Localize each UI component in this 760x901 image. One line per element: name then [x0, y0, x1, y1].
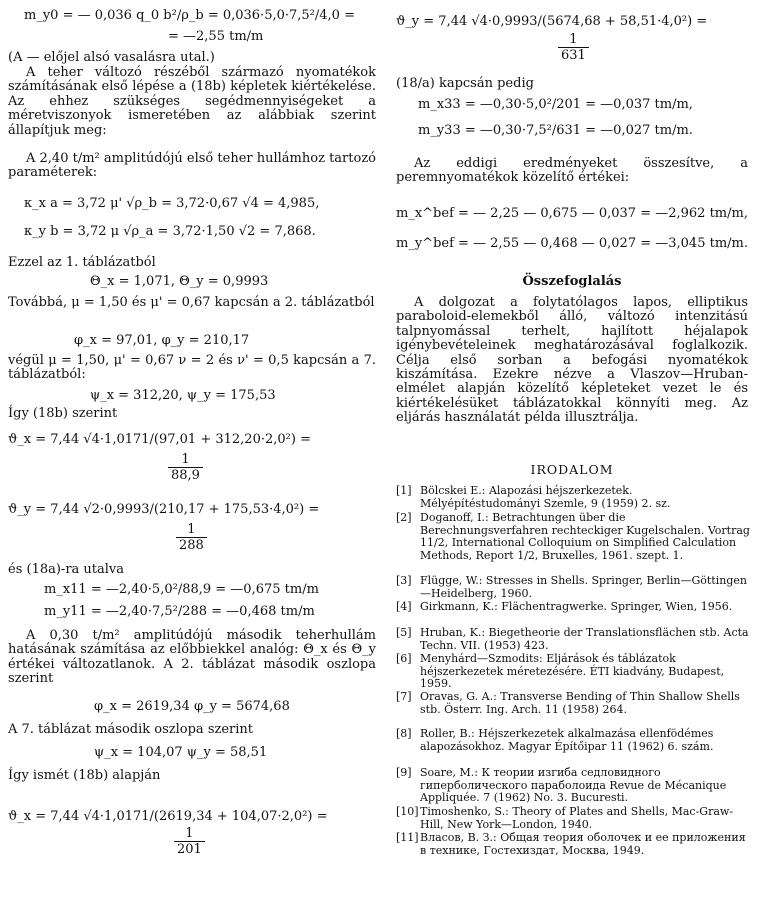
- equation-phi2: φ_x = 2619,34 φ_y = 5674,68: [94, 699, 290, 714]
- equation-kxa: κ_x a = 3,72 μ' √ρ_b = 3,72·0,67 √4 = 4,985,: [24, 196, 320, 211]
- summary-heading: Összefoglalás: [522, 274, 622, 289]
- paragraph-first-wave: A 2,40 t/m² amplitúdójú első teher hullámhoz tartozó paraméterek:: [8, 151, 376, 181]
- fraction-vy2: [558, 32, 589, 63]
- equation-vx1: ϑ_x = 7,44 √4·1,0171/(97,01 + 312,20·2,0²) =: [8, 432, 311, 447]
- fraction-vy1-numerator: 1: [176, 522, 207, 538]
- fraction-vy2-numerator: 1: [558, 32, 589, 48]
- text-table1: Ezzel az 1. táblázatból: [8, 255, 156, 270]
- note-sign: (A — előjel alsó vasalásra utal.): [8, 50, 215, 65]
- fraction-vy1: [176, 522, 207, 553]
- fraction-vx2-numerator: 1: [174, 826, 205, 842]
- text-again-18b: Így ismét (18b) alapján: [8, 768, 161, 783]
- text-table7-col2: A 7. táblázat második oszlopa szerint: [8, 722, 254, 737]
- equation-vy1: ϑ_y = 7,44 √2·0,9993/(210,17 + 175,53·4,0²) =: [8, 502, 320, 517]
- equation-my-bef: m_y^bef = — 2,55 — 0,468 — 0,027 = —3,045 tm/m.: [396, 236, 748, 251]
- equation-theta: Θ_x = 1,071, Θ_y = 0,9993: [90, 274, 269, 289]
- paragraph-second-wave: A 0,30 t/m² amplitúdójú második teherhullám hatásának számítása az előbbiekkel analóg: Θ_x és Θ_y értékei változatlanok. A 2. táblázat második oszlopa szerint: [8, 628, 376, 687]
- equation-psi: ψ_x = 312,20, ψ_y = 175,53: [90, 388, 276, 403]
- fraction-vy2-denominator: 631: [561, 48, 586, 63]
- text-18b: Így (18b) szerint: [8, 406, 118, 421]
- equation-mx11: m_x11 = —2,40·5,0²/88,9 = —0,675 tm/m: [44, 582, 319, 597]
- fraction-vx1-denominator: 88,9: [171, 468, 200, 483]
- summary-paragraph: A dolgozat a folytatólagos lapos, elliptikus paraboloid-elemekből álló, változó intenzitású talpnyomással terhelt, hajlított héjalapok igénybevételeinek meghatározásával foglalkozik. Célja első sorban a befogási nyomatékok kiszámítása. Ezekre nézve a Vlaszov—Hruban-elmélet alapján közelítő képleteket vezet le és kiértékelésüket táblázatokkal könnyíti meg. Az eljárás használatát példa illusztrálja.: [396, 295, 748, 426]
- fraction-vy1-denominator: 288: [179, 538, 204, 553]
- equation-my0-result: = —2,55 tm/m: [168, 29, 264, 44]
- text-18a: és (18a)-ra utalva: [8, 562, 125, 577]
- equation-my0: m_y0 = — 0,036 q_0 b²/ρ_b = 0,036·5,0·7,5²/4,0 =: [24, 8, 355, 23]
- fraction-vx1: [168, 452, 203, 483]
- equation-phi: φ_x = 97,01, φ_y = 210,17: [74, 333, 250, 348]
- equation-my33: m_y33 = —0,30·7,5²/631 = —0,027 tm/m.: [418, 123, 693, 138]
- fraction-vx1-numerator: 1: [168, 452, 203, 468]
- paragraph-table7: végül μ = 1,50, μ' = 0,67 ν = 2 és ν' = 0,5 kapcsán a 7. táblázatból:: [8, 353, 376, 383]
- equation-my11: m_y11 = —2,40·7,5²/288 = —0,468 tm/m: [44, 604, 315, 619]
- equation-mx-bef: m_x^bef = — 2,25 — 0,675 — 0,037 = —2,962 tm/m,: [396, 206, 748, 221]
- paragraph-table2: Továbbá, μ = 1,50 és μ' = 0,67 kapcsán a 2. táblázatból: [8, 295, 375, 310]
- equation-psi2: ψ_x = 104,07 ψ_y = 58,51: [94, 745, 268, 760]
- references-heading: IRODALOM: [530, 462, 614, 477]
- equation-vy2: ϑ_y = 7,44 √4·0,9993/(5674,68 + 58,51·4,0²) =: [396, 14, 708, 29]
- equation-mx33: m_x33 = —0,30·5,0²/201 = —0,037 tm/m,: [418, 97, 693, 112]
- equation-kyb: κ_y b = 3,72 μ √ρ_a = 3,72·1,50 √2 = 7,868.: [24, 224, 316, 239]
- fraction-vx2: [174, 826, 205, 857]
- text-18a2: (18/a) kapcsán pedig: [396, 76, 534, 91]
- fraction-vx2-denominator: 201: [177, 842, 202, 857]
- paragraph-intro: A teher változó részéből származó nyomatékok számításának első lépése a (18b) képletek kiértékelése. Az ehhez szükséges segédmennyiségeket a méretviszonyok ismeretében az alábbiak szerint állapítjuk meg:: [8, 65, 376, 138]
- equation-vx2: ϑ_x = 7,44 √4·1,0171/(2619,34 + 104,07·2,0²) =: [8, 809, 328, 824]
- paragraph-summary-results: Az eddigi eredményeket összesítve, a peremnyomatékok közelítő értékei:: [396, 156, 748, 186]
